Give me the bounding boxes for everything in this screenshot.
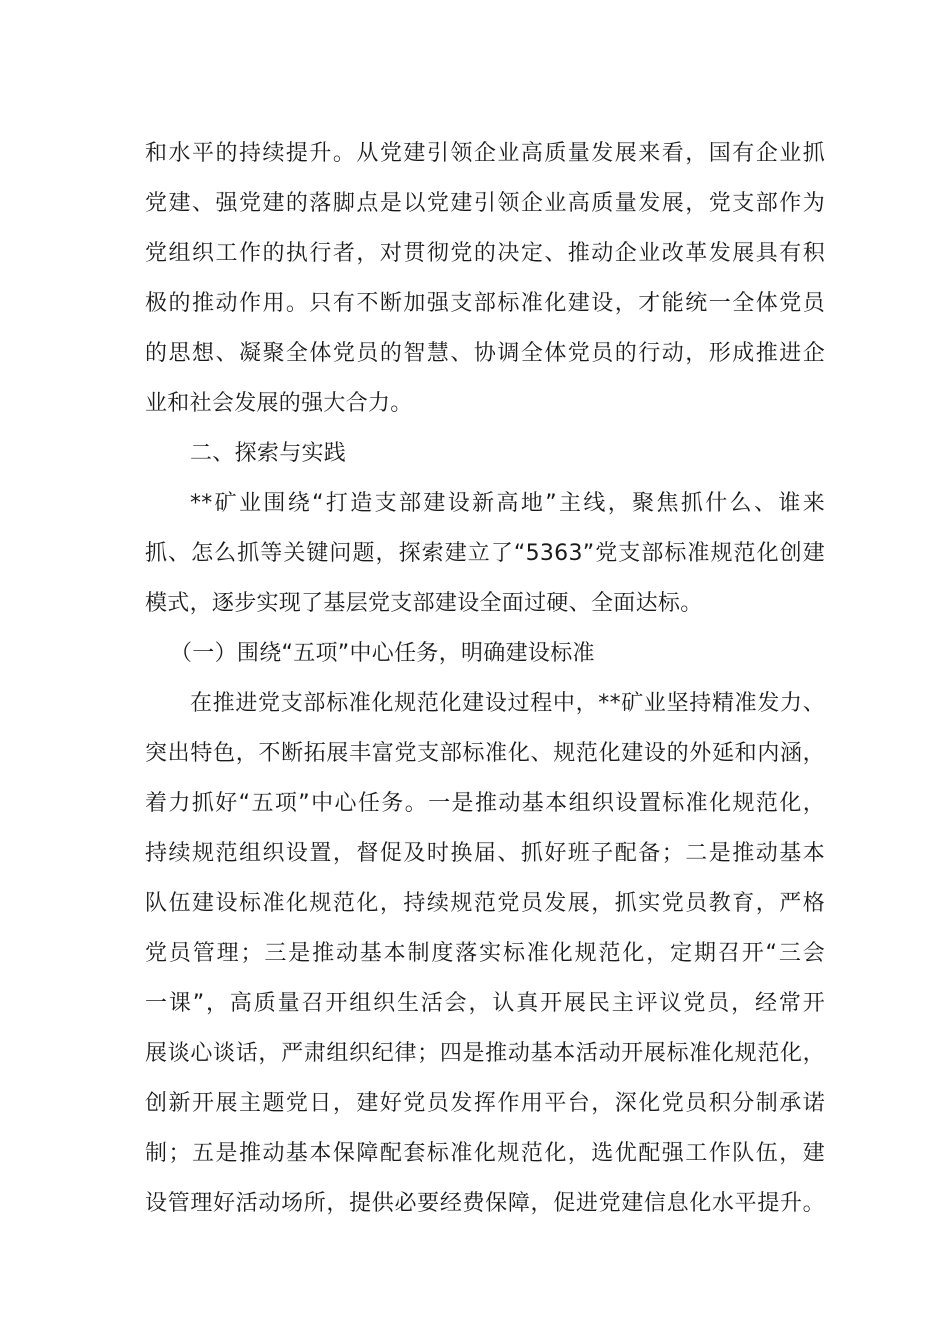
paragraph-line: 党建、强党建的落脚点是以党建引领企业高质量发展，党支部作为 [145, 191, 825, 216]
paragraph-line: 持续规范组织设置，督促及时换届、抓好班子配备；二是推动基本 [145, 841, 825, 866]
paragraph-line: 模式，逐步实现了基层党支部建设全面过硬、全面达标。 [145, 591, 703, 616]
section-heading: 二、探索与实践 [190, 441, 347, 466]
paragraph-line: **矿业围绕“打造支部建设新高地”主线，聚焦抓什么、谁来 [190, 491, 825, 516]
paragraph-line: 的思想、凝聚全体党员的智慧、协调全体党员的行动，形成推进企 [145, 341, 825, 366]
paragraph-line: 突出特色，不断拓展丰富党支部标准化、规范化建设的外延和内涵， [145, 741, 825, 766]
paragraph-line: 设管理好活动场所，提供必要经费保障，促进党建信息化水平提升。 [145, 1191, 825, 1216]
paragraph-line: 在推进党支部标准化规范化建设过程中，**矿业坚持精准发力、 [190, 691, 825, 716]
paragraph-line: 业和社会发展的强大合力。 [145, 391, 413, 416]
paragraph-line: 制；五是推动基本保障配套标准化规范化，选优配强工作队伍，建 [145, 1141, 825, 1166]
paragraph-line: 创新开展主题党日，建好党员发挥作用平台，深化党员积分制承诺 [145, 1091, 825, 1116]
paragraph-line: 着力抓好“五项”中心任务。一是推动基本组织设置标准化规范化， [145, 791, 825, 816]
paragraph-line: 极的推动作用。只有不断加强支部标准化建设，才能统一全体党员 [145, 291, 825, 316]
paragraph-line: 一课”，高质量召开组织生活会，认真开展民主评议党员，经常开 [145, 991, 825, 1016]
paragraph-line: 抓、怎么抓等关键问题，探索建立了“5363”党支部标准规范化创建 [145, 541, 825, 566]
subsection-heading: （一）围绕“五项”中心任务，明确建设标准 [170, 641, 595, 666]
paragraph-line: 党员管理；三是推动基本制度落实标准化规范化，定期召开“三会 [145, 941, 825, 966]
paragraph-line: 队伍建设标准化规范化，持续规范党员发展，抓实党员教育，严格 [145, 891, 825, 916]
paragraph-line: 党组织工作的执行者，对贯彻党的决定、推动企业改革发展具有积 [145, 241, 825, 266]
paragraph-line: 和水平的持续提升。从党建引领企业高质量发展来看，国有企业抓 [145, 141, 825, 166]
paragraph-line: 展谈心谈话，严肃组织纪律；四是推动基本活动开展标准化规范化， [145, 1041, 825, 1066]
